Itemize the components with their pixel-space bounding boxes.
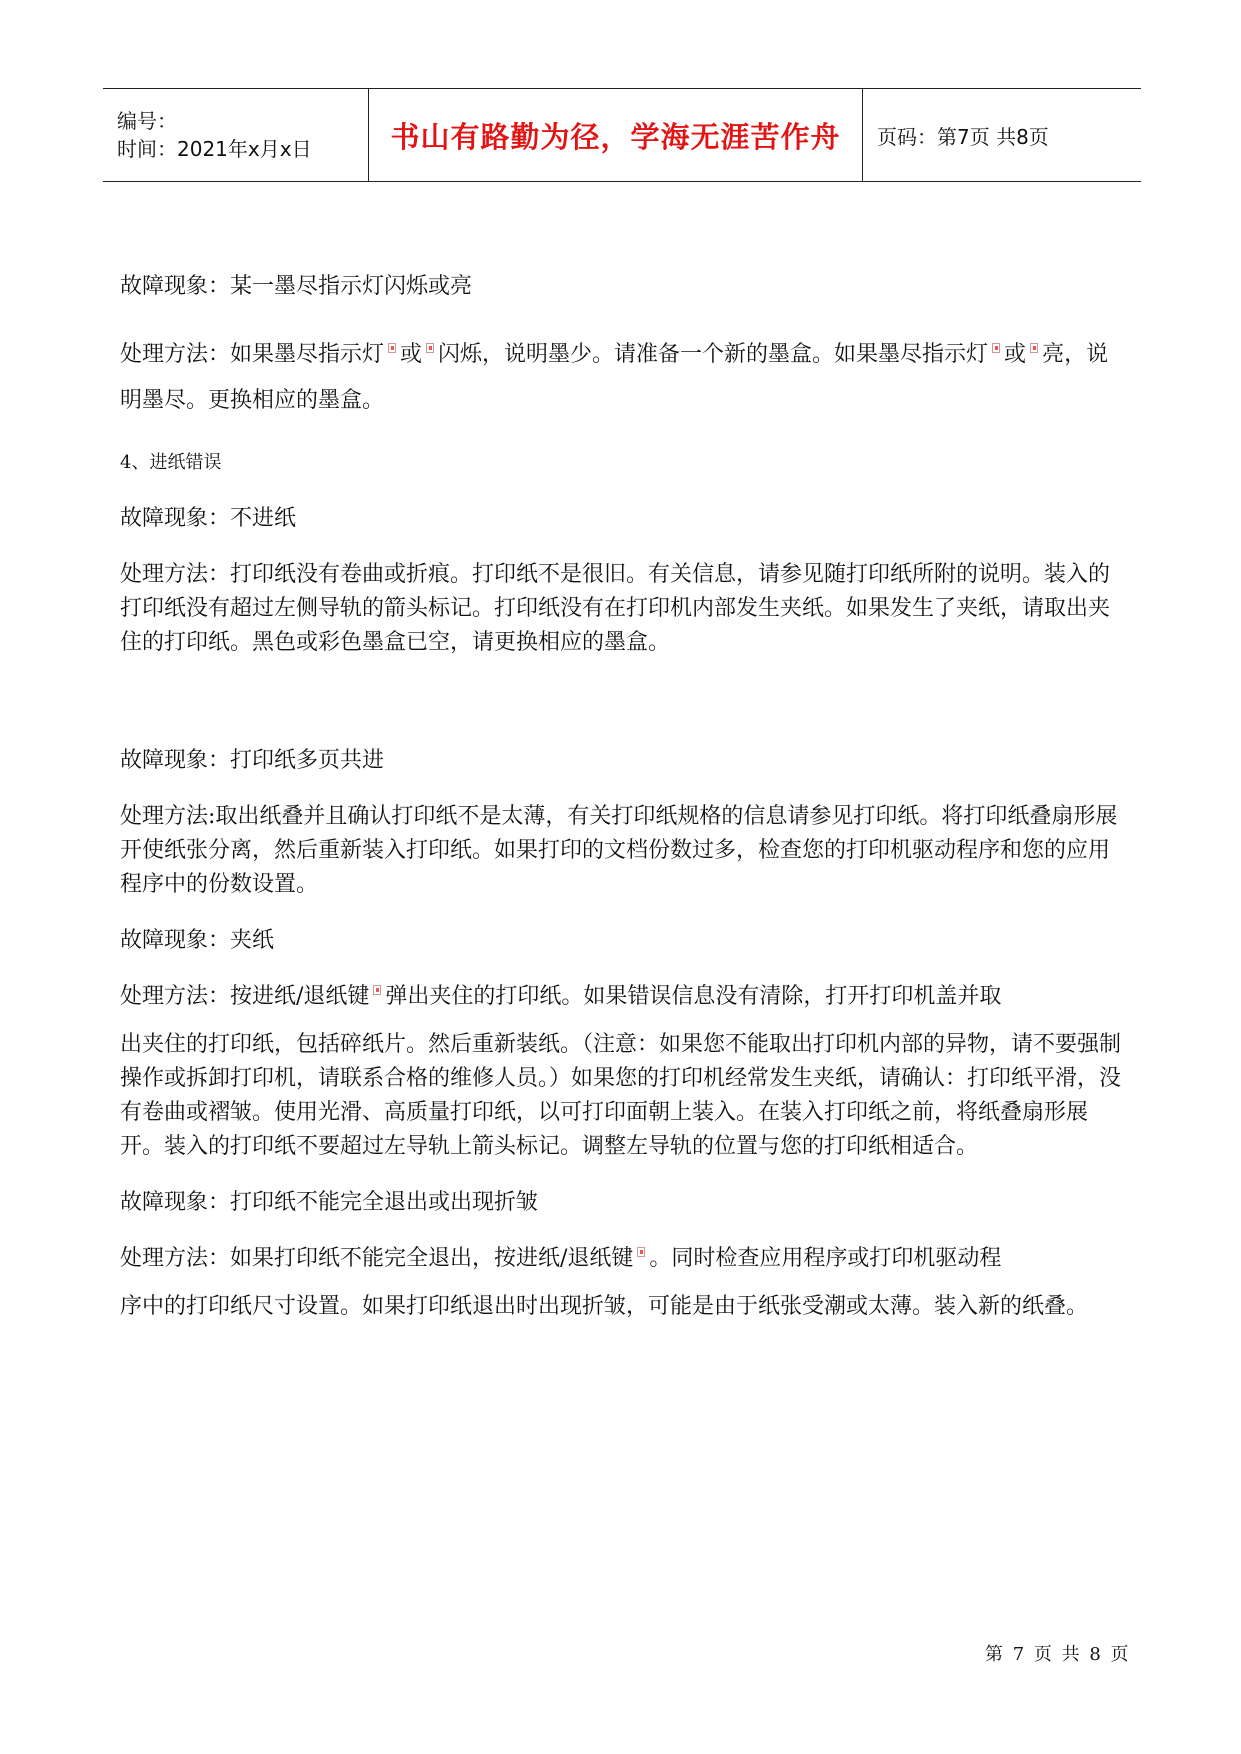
paragraph-symptom-jam: 故障现象：夹纸 [120, 928, 275, 953]
paragraph-symptom-ink: 故障现象：某一墨尽指示灯闪烁或亮 [120, 274, 473, 299]
paragraph-method-no-feed: 处理方法：打印纸没有卷曲或折痕。打印纸不是很旧。有关信息，请参见随打印纸所附的说明。装入的打印纸没有超过左侧导轨的箭头标记。打印纸没有在打印机内部发生夹纸。如果发生了夹纸，请取出夹住的打印纸。黑色或彩色墨盒已空，请更换相应的墨盒。 [120, 562, 1111, 655]
ink-light-icon [1030, 343, 1038, 353]
header-motto: 书山有路勤为径，学海无涯苦作舟 [390, 119, 841, 154]
document-body [120, 270, 1130, 1324]
header-page: 页码：第7页 共8页 [877, 124, 1049, 149]
paragraph-method-jam-cont: 出夹住的打印纸，包括碎纸片。然后重新装纸。（注意：如果您不能取出打印机内部的异物，请不要强制操作或拆卸打印机，请联系合格的维修人员。）如果您的打印机经常发生夹纸，请确认：打印纸平滑，没有卷曲或褶皱。使用光滑、高质量打印纸，以可打印面朝上装入。在装入打印纸之前，将纸叠扇形展开。装入的打印纸不要超过左导轨上箭头标记。调整左导轨的位置与您的打印纸相适合。 [120, 1032, 1122, 1159]
paragraph-method-wrinkle-cont: 序中的打印纸尺寸设置。如果打印纸退出时出现折皱，可能是由于纸张受潮或太薄。装入新的纸叠。 [120, 1294, 1089, 1319]
paragraph-method-jam: 处理方法：按进纸/退纸键 弹出夹住的打印纸。如果错误信息没有清除，打开打印机盖并取 [120, 984, 1002, 1009]
paragraph-symptom-no-feed: 故障现象：不进纸 [120, 506, 297, 531]
paragraph-method-multi-feed: 处理方法:取出纸叠并且确认打印纸不是太薄，有关打印纸规格的信息请参见打印纸。将打印纸叠扇形展开使纸张分离，然后重新装入打印纸。如果打印的文档份数过多，检查您的打印机驱动程序和您的应用程序中的份数设置。 [120, 804, 1118, 897]
header-number: 编号： [117, 109, 177, 133]
header-meta [103, 89, 369, 181]
page-footer: 第 7 页 共 8 页 [985, 1644, 1131, 1665]
section-heading-paper-feed: 4、进纸错误 [120, 452, 222, 473]
ink-light-icon [992, 343, 1000, 353]
paragraph-method-ink: 处理方法：如果墨尽指示灯 或 闪烁，说明墨少。请准备一个新的墨盒。如果墨尽指示灯 或 亮，说明墨尽。更换相应的墨盒。 [120, 342, 1109, 413]
page-header [103, 88, 1141, 182]
paragraph-symptom-multi-feed: 故障现象：打印纸多页共进 [120, 748, 385, 773]
paragraph-symptom-wrinkle: 故障现象：打印纸不能完全退出或出现折皱 [120, 1190, 539, 1215]
feed-button-icon [637, 1247, 645, 1257]
paragraph-method-wrinkle: 处理方法：如果打印纸不能完全退出，按进纸/退纸键 。同时检查应用程序或打印机驱动程 [120, 1246, 1002, 1271]
header-time: 时间：2021年x月x日 [117, 137, 312, 161]
feed-button-icon [373, 985, 381, 995]
ink-light-icon [388, 343, 396, 353]
header-page-cell [863, 89, 1141, 181]
header-motto-cell [369, 89, 863, 181]
ink-light-icon [426, 343, 434, 353]
